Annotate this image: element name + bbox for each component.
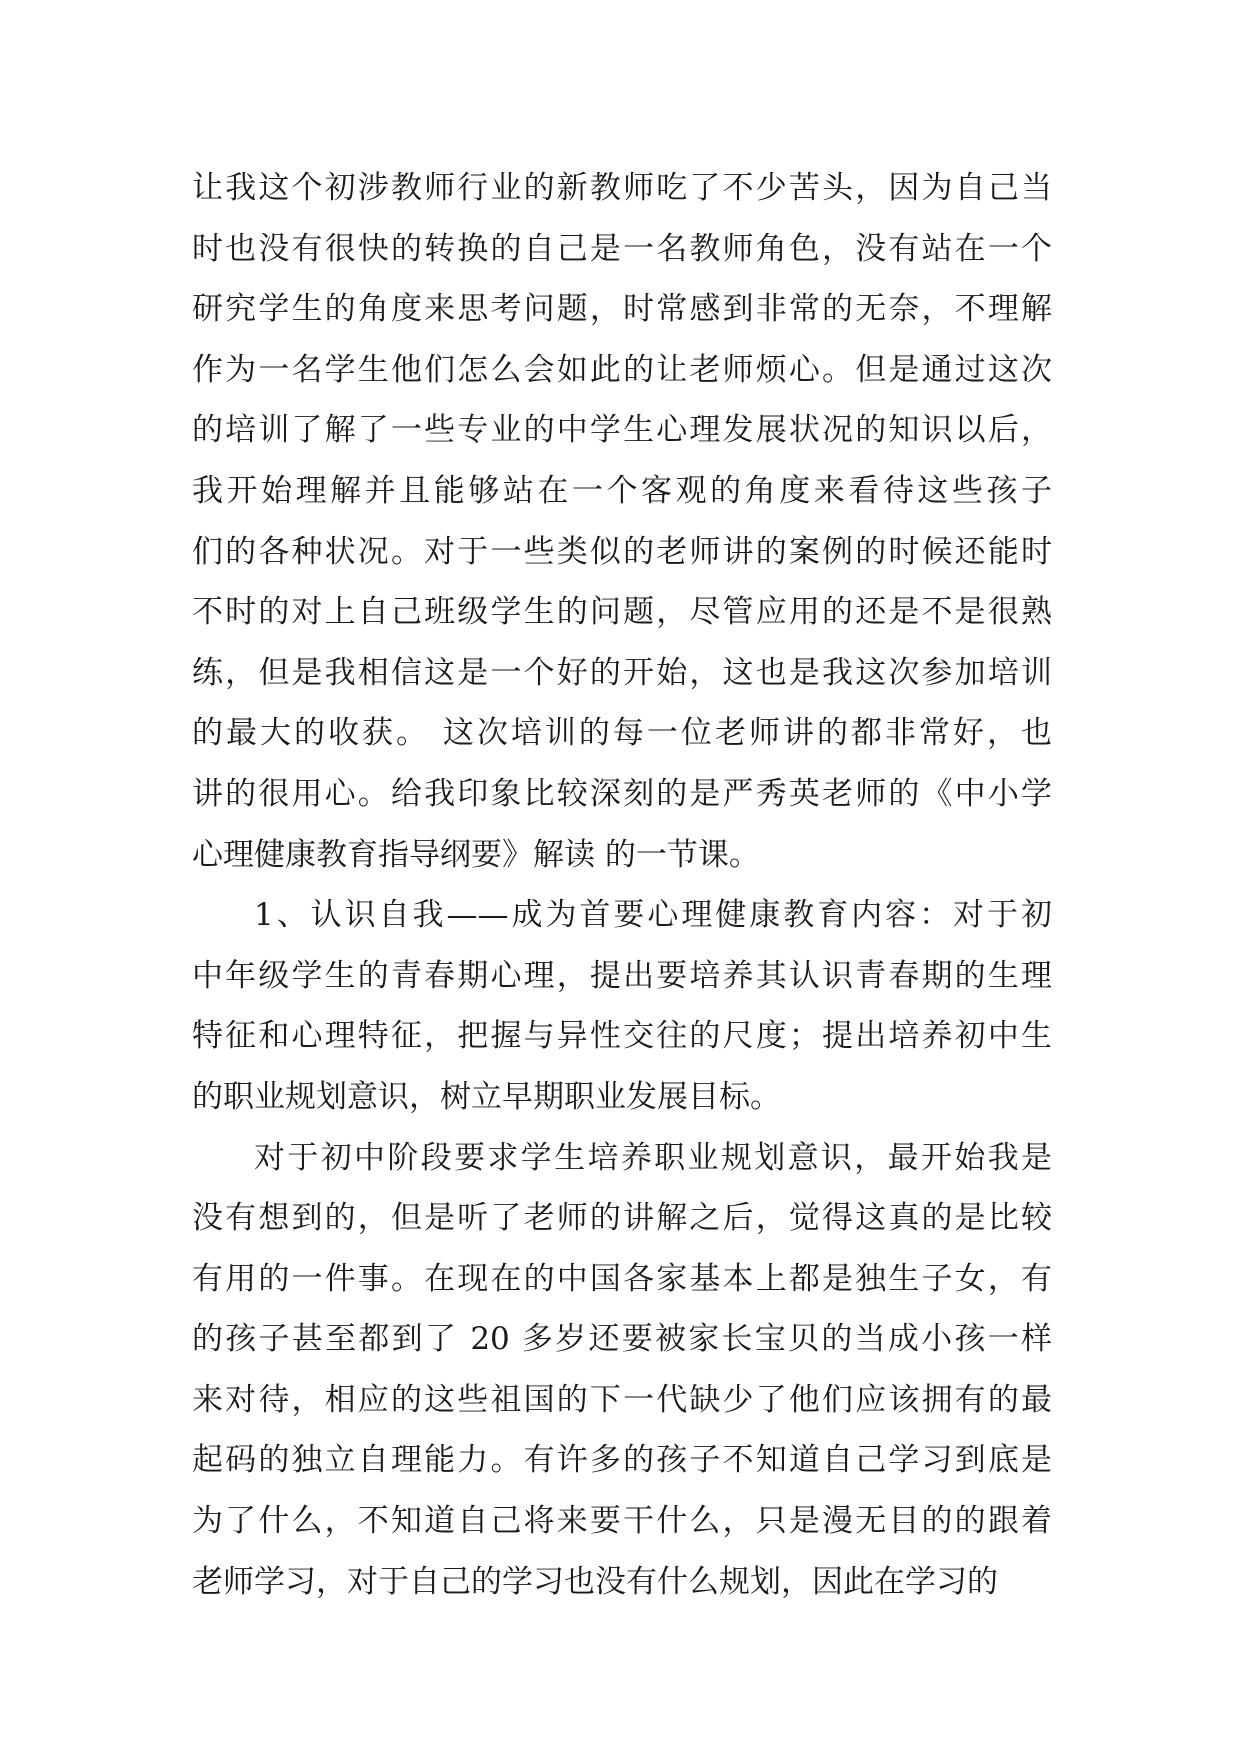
- text-line: 作为一名学生他们怎么会如此的让老师烦心。但是通过这次: [192, 351, 1052, 388]
- text-line: 1、认识自我——成为首要心理健康教育内容：对于初: [254, 897, 1052, 934]
- text-line: 起码的独立自理能力。有许多的孩子不知道自己学习到底是: [192, 1442, 1052, 1479]
- text-line: 中年级学生的青春期心理，提出要培养其认识青春期的生理: [192, 957, 1052, 994]
- paragraph-p1: [192, 158, 1052, 885]
- text-line: 们的各种状况。对于一些类似的老师讲的案例的时候还能时: [192, 533, 1052, 570]
- text-line: 让我这个初涉教师行业的新教师吃了不少苦头，因为自己当: [192, 170, 1052, 206]
- text-line: 为了什么，不知道自己将来要干什么，只是漫无目的的跟着: [192, 1503, 1052, 1540]
- text-line: 老师学习，对于自己的学习也没有什么规划，因此在学习的: [192, 1563, 998, 1600]
- text-line: 对于初中阶段要求学生培养职业规划意识，最开始我是: [254, 1139, 1052, 1176]
- text-line: 练，但是我相信这是一个好的开始，这也是我这次参加培训: [192, 654, 1052, 691]
- paragraph-p2: [192, 885, 1052, 1127]
- text-line: 的最大的收获。 这次培训的每一位老师讲的都非常好，也: [192, 715, 1052, 752]
- text-line: 的孩子甚至都到了 20 多岁还要被家长宝贝的当成小孩一样: [192, 1321, 1052, 1358]
- text-line: 特征和心理特征，把握与异性交往的尺度；提出培养初中生: [192, 1018, 1052, 1055]
- body-text: [192, 158, 1052, 1612]
- text-line: 时也没有很快的转换的自己是一名教师角色，没有站在一个: [192, 230, 1052, 267]
- text-line: 心理健康教育指导纲要》解读 的一节课。: [192, 836, 760, 873]
- text-line: 不时的对上自己班级学生的问题，尽管应用的还是不是很熟: [192, 594, 1052, 631]
- text-line: 的培训了解了一些专业的中学生心理发展状况的知识以后，: [192, 412, 1052, 449]
- text-line: 讲的很用心。给我印象比较深刻的是严秀英老师的《中小学: [192, 775, 1052, 812]
- text-line: 来对待，相应的这些祖国的下一代缺少了他们应该拥有的最: [192, 1381, 1052, 1418]
- text-line: 有用的一件事。在现在的中国各家基本上都是独生子女，有: [192, 1260, 1052, 1297]
- paragraph-p3: [192, 1128, 1052, 1613]
- text-line: 的职业规划意识，树立早期职业发展目标。: [192, 1078, 781, 1115]
- text-line: 没有想到的，但是听了老师的讲解之后，觉得这真的是比较: [192, 1200, 1052, 1237]
- text-line: 研究学生的角度来思考问题，时常感到非常的无奈，不理解: [192, 291, 1052, 328]
- text-line: 我开始理解并且能够站在一个客观的角度来看待这些孩子: [192, 472, 1052, 509]
